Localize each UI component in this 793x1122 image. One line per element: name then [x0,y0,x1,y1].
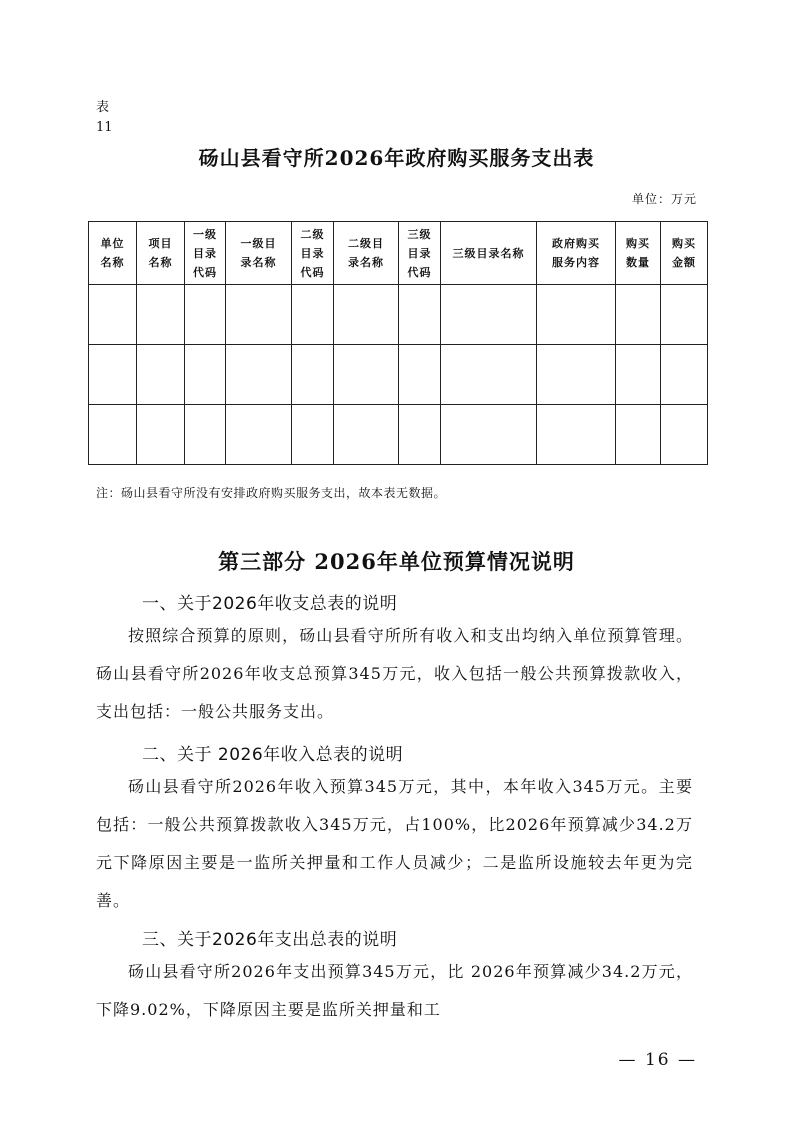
paragraph-income-table: 砀山县看守所2026年收入预算345万元，其中，本年收入345万元。主要包括：一般公共预算拨款收入345万元，占100%，比2026年预算减少34.2万元下降原因主要是一监所关押量和工作人员减少；二是监所设施较去年更为完善。 [96,777,693,910]
purchase-services-table [88,221,708,465]
header-cell-line: 目录 [300,246,325,260]
table-number-label: 表 [96,100,110,115]
header-cell-line: 目录 [407,246,432,260]
table-cell [441,405,537,465]
header-cell-line: 金额 [672,256,696,269]
table-cell [292,405,334,465]
table-cell [537,285,616,345]
header-cell-line: 录名称 [240,256,277,269]
table-cell [137,405,185,465]
header-cell-line: 二级 [300,227,325,241]
unit-label: 单位：万元 [631,192,697,206]
table-cell [661,345,708,405]
header-cell-line: 一级 [193,227,217,241]
table-cell [616,405,661,465]
table-cell [185,285,226,345]
header-cell-line: 代码 [407,265,432,279]
table-cell [441,285,537,345]
header-cell-line: 三级 [407,227,432,241]
paragraph-expenditure-table: 砀山县看守所2026年支出预算345万元，比 2026年预算减少34.2万元，下降9.02%，下降原因主要是监所关押量和工 [96,962,693,1019]
table-header-row [89,222,708,285]
table-number-value: 11 [96,120,113,135]
table-cell [226,405,292,465]
table-cell [441,345,537,405]
table-cell [292,345,334,405]
table-cell [616,345,661,405]
table-row [89,285,708,345]
table-cell [537,405,616,465]
header-cell-line: 代码 [193,265,217,279]
header-cell [137,222,185,285]
table-row [89,405,708,465]
header-cell-line: 购买 [672,237,696,250]
table-number [96,98,126,138]
table-row [89,345,708,405]
header-cell-line: 一级目 [240,237,277,250]
table-cell [537,345,616,405]
header-cell-line: 代码 [300,265,325,279]
header-cell-line: 购买 [626,237,650,250]
heading-summary-table: 一、关于2026年收支总表的说明 [142,594,398,614]
table-cell [137,345,185,405]
header-cell [616,222,661,285]
table-cell [399,345,441,405]
header-cell-line: 项目 [148,237,173,250]
section-title: 第三部分 2026年单位预算情况说明 [218,549,575,574]
header-cell [334,222,399,285]
header-cell-line: 政府购买 [552,237,600,250]
table-cell [399,405,441,465]
table-cell [399,285,441,345]
header-cell-line: 三级目录名称 [452,246,525,260]
heading-income-table: 二、关于 2026年收入总表的说明 [142,745,404,765]
table-cell [89,405,137,465]
header-cell [89,222,137,285]
table-cell [334,345,399,405]
header-cell-line: 目录 [193,246,217,260]
header-cell-line: 服务内容 [552,256,600,269]
header-cell-line: 名称 [148,256,173,269]
table-cell [226,345,292,405]
table-cell [661,405,708,465]
header-cell [226,222,292,285]
table-title: 砀山县看守所2026年政府购买服务支出表 [198,146,595,170]
table-cell [137,285,185,345]
header-cell-line: 单位 [100,237,125,250]
table-cell [661,285,708,345]
table-cell [334,285,399,345]
paragraph-summary-table: 按照综合预算的原则，砀山县看守所所有收入和支出均纳入单位预算管理。砀山县看守所2026年收支总预算345万元，收入包括一般公共预算拨款收入，支出包括：一般公共服务支出。 [96,626,693,721]
header-cell [441,222,537,285]
header-cell-line: 二级目 [348,237,384,250]
header-cell [292,222,334,285]
table-note: 注：砀山县看守所没有安排政府购买服务支出，故本表无数据。 [96,486,447,500]
table-cell [292,285,334,345]
table-cell [185,405,226,465]
table-cell [226,285,292,345]
table-cell [616,285,661,345]
table-cell [89,345,137,405]
table-cell [334,405,399,465]
table-cell [185,345,226,405]
header-cell [537,222,616,285]
table-cell [89,285,137,345]
header-cell [185,222,226,285]
header-cell-line: 名称 [100,256,125,269]
heading-expenditure-table: 三、关于2026年支出总表的说明 [142,930,398,950]
header-cell [661,222,708,285]
header-cell [399,222,441,285]
header-cell-line: 录名称 [348,256,384,269]
header-cell-line: 数量 [626,256,650,269]
page-number: — 16 — [618,1050,697,1070]
